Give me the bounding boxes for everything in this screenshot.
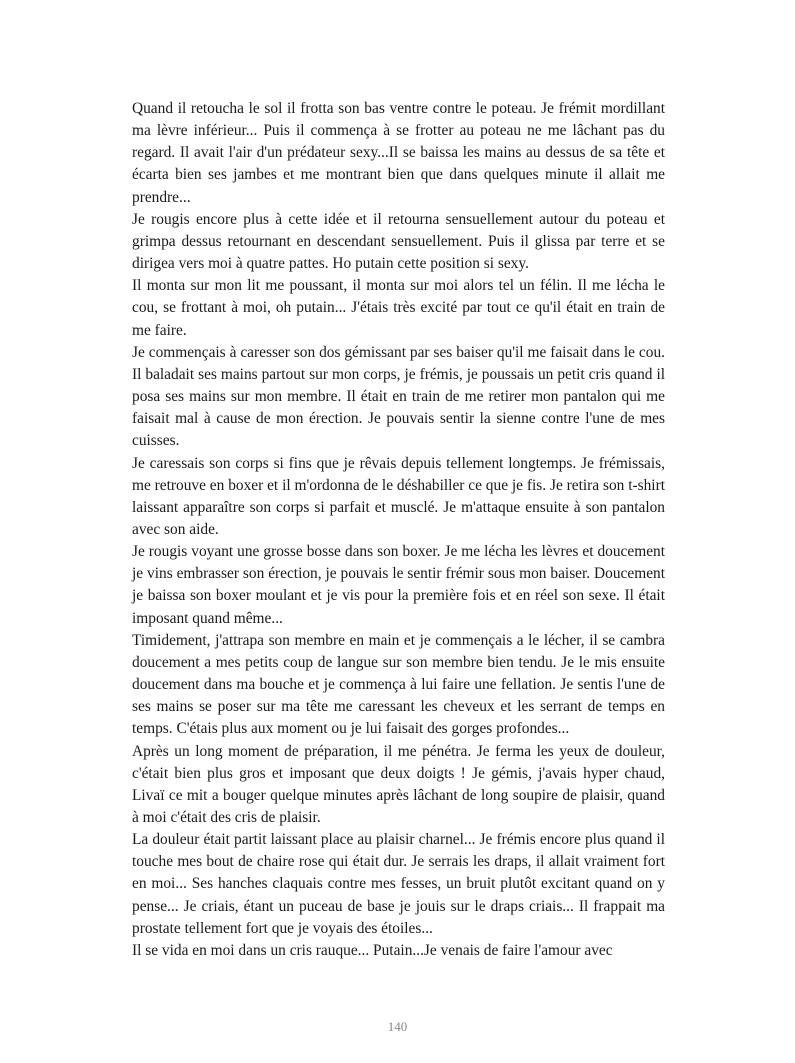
paragraph-2: Je rougis encore plus à cette idée et il retourna sensuellement autour du poteau et grimpa dessus retournant en descendant sensuellement. Puis il glissa par terre et se dirigea vers moi à quatre pattes. Ho putain cette position si sexy. [132,210,665,273]
paragraph-5: Je caressais son corps si fins que je rêvais depuis tellement longtemps. Je frémissais, me retrouve en boxer et il m'ordonna de le déshabiller ce que je fis. Je retira son t-shirt laissant apparaître son corps si parfait et musclé. Je m'attaque ensuite à son pantalon avec son aide. [132,454,665,538]
paragraph-9: La douleur était partit laissant place au plaisir charnel... Je frémis encore plus quand il touche mes bout de chaire rose qui était dur. Je serrais les draps, il allait vraiment fort en moi... Ses hanches claquais contre mes fesses, un bruit plutôt excitant quand on y pense... Je criais, étant un puceau de base je jouis sur le draps criais... Il frappait ma prostate tellement fort que je voyais des étoiles... [132,831,665,937]
body-text [132,98,665,962]
paragraph-3: Il monta sur mon lit me poussant, il monta sur moi alors tel un félin. Il me lécha le cou, se frottant à moi, oh putain... J'étais très excité par tout ce qu'il était en train de me faire. [132,277,665,339]
paragraph-4: Je commençais à caresser son dos gémissant par ses baiser qu'il me faisait dans le cou. Il baladait ses mains partout sur mon corps, je frémis, je poussais un petit cris quand il posa ses mains sur mon membre. Il était en train de me retirer mon pantalon qui me faisait mal à cause de mon érection. Je pouvais sentir la sienne contre l'une de mes cuisses. [132,343,665,450]
paragraph-1: Quand il retoucha le sol il frotta son bas ventre contre le poteau. Je frémit mordillant ma lèvre inférieur... Puis il commença à se frotter au poteau ne me lâchant pas du regard. Il avait l'air d'un prédateur sexy...Il se baissa les mains au dessus de sa tête et écarta bien ses jambes et me montrant bien que dans quelques minute il allait me prendre... [132,100,665,206]
page-number: 140 [387,1019,408,1034]
paragraph-7: Timidement, j'attrapa son membre en main et je commençais a le lécher, il se cambra doucement a mes petits coup de langue sur son membre bien tendu. Je le mis ensuite doucement dans ma bouche et je commença à lui faire une fellation. Je sentis l'une de ses mains se poser sur ma tête me caressant les cheveux et les serrant de temps en temps. C'étais plus aux moment ou je lui faisait des gorges profondes... [132,631,665,738]
paragraph-10: Il se vida en moi dans un cris rauque... Putain...Je venais de faire l'amour avec [132,941,613,959]
paragraph-6: Je rougis voyant une grosse bosse dans son boxer. Je me lécha les lèvres et doucement je vins embrasser son érection, je pouvais le sentir frémir sous mon baiser. Doucement je baissa son boxer moulant et je vis pour la première fois et en réel son sexe. Il était imposant quand même... [132,543,665,627]
paragraph-8: Après un long moment de préparation, il me pénétra. Je ferma les yeux de douleur, c'était bien plus gros et imposant que deux doigts ! Je gémis, j'avais hyper chaud, Livaï ce mit a bouger quelque minutes après lâchant de long soupire de plaisir, quand à moi c'était des cris de plaisir. [132,742,665,826]
